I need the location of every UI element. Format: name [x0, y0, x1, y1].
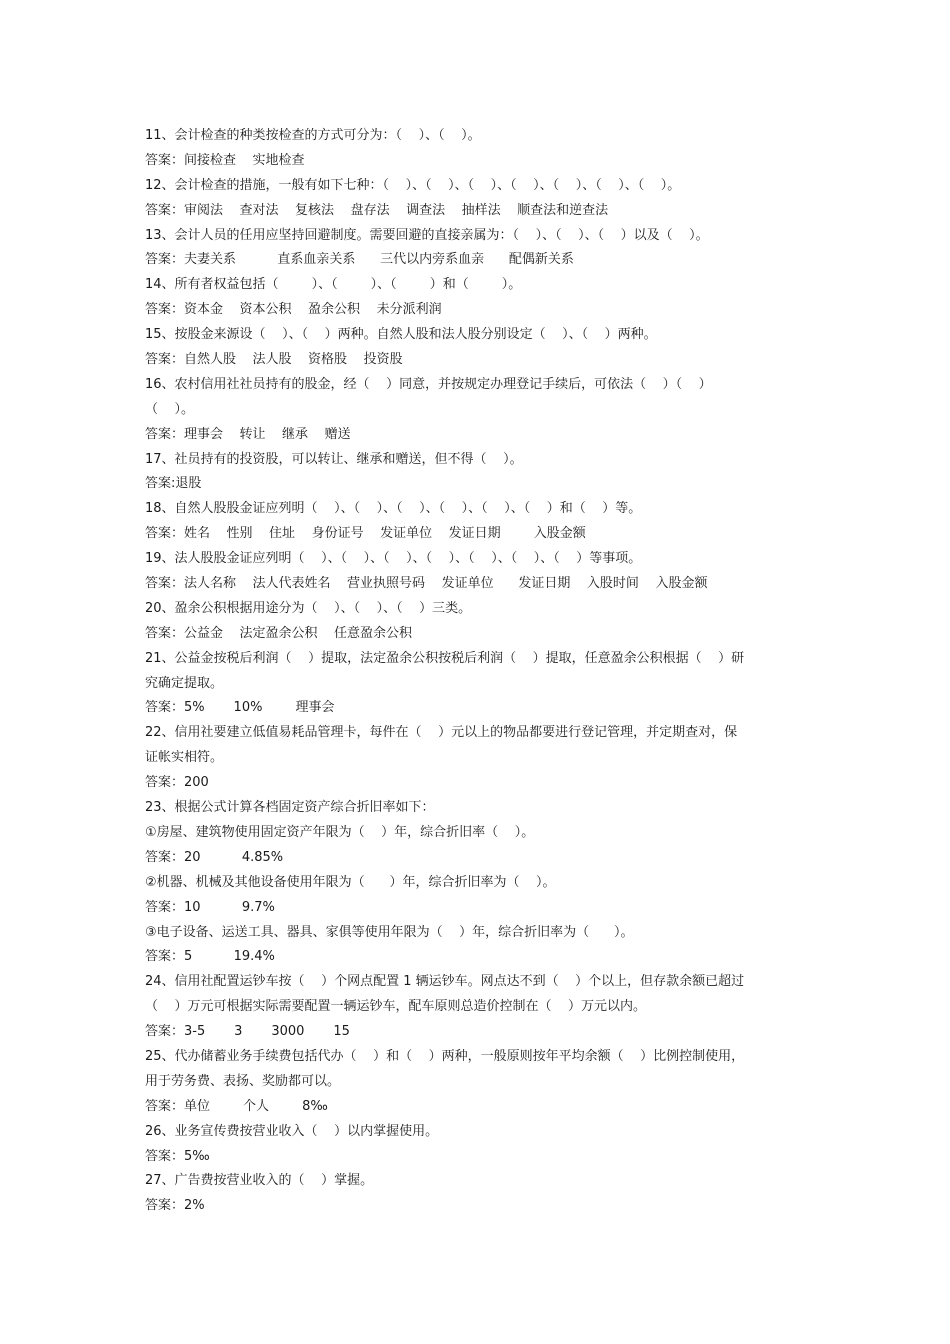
text-line: 答案：5‰ [145, 1148, 210, 1164]
text-line: 答案：3-5 3 3000 15 [145, 1024, 350, 1040]
text-line: 答案：2% [145, 1198, 205, 1214]
document-body [145, 124, 815, 1219]
text-line: 15、按股金来源设（ ）、（ ）两种。自然人股和法人股分别设定（ ）、（ ）两种。 [145, 327, 657, 343]
text-line: 答案：资本金 资本公积 盈余公积 未分派利润 [145, 302, 442, 318]
text-line: 答案：理事会 转让 继承 赠送 [145, 426, 351, 442]
text-line: 答案：200 [145, 775, 209, 791]
text-line: 用于劳务费、表扬、奖励都可以。 [145, 1073, 341, 1089]
text-line: 17、社员持有的投资股，可以转让、继承和赠送，但不得（ ）。 [145, 451, 523, 467]
text-line: ③电子设备、运送工具、器具、家俱等使用年限为（ ）年，综合折旧率为（ ）。 [145, 924, 634, 940]
text-line: （ ）万元可根据实际需要配置一辆运钞车，配车原则总造价控制在（ ）万元以内。 [145, 999, 647, 1015]
text-line: 22、信用社要建立低值易耗品管理卡，每件在（ ）元以上的物品都要进行登记管理，并定期查对，保 [145, 725, 738, 741]
text-line: 24、信用社配置运钞车按（ ）个网点配置 1 辆运钞车。网点达不到（ ）个以上，但存款余额已超过 [145, 974, 745, 990]
text-line: 12、会计检查的措施，一般有如下七种：（ ）、（ ）、（ ）、（ ）、（ ）、（ ）、（ ）。 [145, 177, 681, 193]
text-line: 14、所有者权益包括（ ）、（ ）、（ ）和（ ）。 [145, 277, 522, 293]
text-line: 答案：间接检查 实地检查 [145, 152, 305, 168]
text-line: 25、代办储蓄业务手续费包括代办（ ）和（ ）两种，一般原则按年平均余额（ ）比例控制使用， [145, 1048, 745, 1064]
text-line: 20、盈余公积根据用途分为（ ）、（ ）、（ ）三类。 [145, 600, 472, 616]
text-line: 答案：20 4.85% [145, 849, 284, 865]
text-line: 11、会计检查的种类按检查的方式可分为：（ ）、（ ）。 [145, 128, 481, 143]
text-line: 23、根据公式计算各档固定资产综合折旧率如下： [145, 800, 435, 816]
text-line: （ ）。 [145, 401, 195, 417]
text-line: 19、法人股股金证应列明（ ）、（ ）、（ ）、（ ）、（ ）、（ ）、（ ）等事项。 [145, 551, 642, 567]
text-line: ①房屋、建筑物使用固定资产年限为（ ）年，综合折旧率（ ）。 [145, 824, 535, 840]
text-line: 答案：10 9.7% [145, 899, 275, 915]
text-line: 21、公益金按税后利润（ ）提取，法定盈余公积按税后利润（ ）提取，任意盈余公积根据（ ）研 [145, 650, 745, 666]
text-line: 26、业务宣传费按营业收入（ ）以内掌握使用。 [145, 1123, 439, 1139]
text-line: 证帐实相符。 [145, 750, 224, 766]
text-line: 答案：5 19.4% [145, 949, 275, 965]
text-line: 答案：姓名 性别 住址 身份证号 发证单位 发证日期 入股金额 [145, 526, 586, 542]
text-line: 16、农村信用社社员持有的股金，经（ ）同意，并按规定办理登记手续后，可依法（ ）（ ） [145, 376, 712, 392]
text-line: 18、自然人股股金证应列明（ ）、（ ）、（ ）、（ ）、（ ）、（ ）和（ ）等。 [145, 501, 642, 517]
text-line: 答案：自然人股 法人股 资格股 投资股 [145, 352, 403, 368]
text-line: 13、会计人员的任用应坚持回避制度。需要回避的直接亲属为：（ ）、（ ）、（ ）以及（ ）。 [145, 227, 709, 243]
text-line: 答案：审阅法 查对法 复核法 盘存法 调查法 抽样法 顺查法和逆查法 [145, 202, 609, 218]
text-line: 答案:退股 [145, 476, 202, 492]
text-line: 答案：5% 10% 理事会 [145, 700, 335, 716]
text-line: 究确定提取。 [145, 675, 224, 691]
text-line: 答案：单位 个人 8‰ [145, 1098, 328, 1114]
text-line: 27、广告费按营业收入的（ ）掌握。 [145, 1173, 374, 1189]
text-line: 答案：夫妻关系 直系血亲关系 三代以内旁系血亲 配偶新关系 [145, 252, 574, 268]
text-line: 答案：公益金 法定盈余公积 任意盈余公积 [145, 625, 413, 641]
text-line: 答案：法人名称 法人代表姓名 营业执照号码 发证单位 发证日期 入股时间 入股金额 [145, 576, 708, 592]
text-line: ②机器、机械及其他设备使用年限为（ ）年，综合折旧率为（ ）。 [145, 874, 556, 890]
